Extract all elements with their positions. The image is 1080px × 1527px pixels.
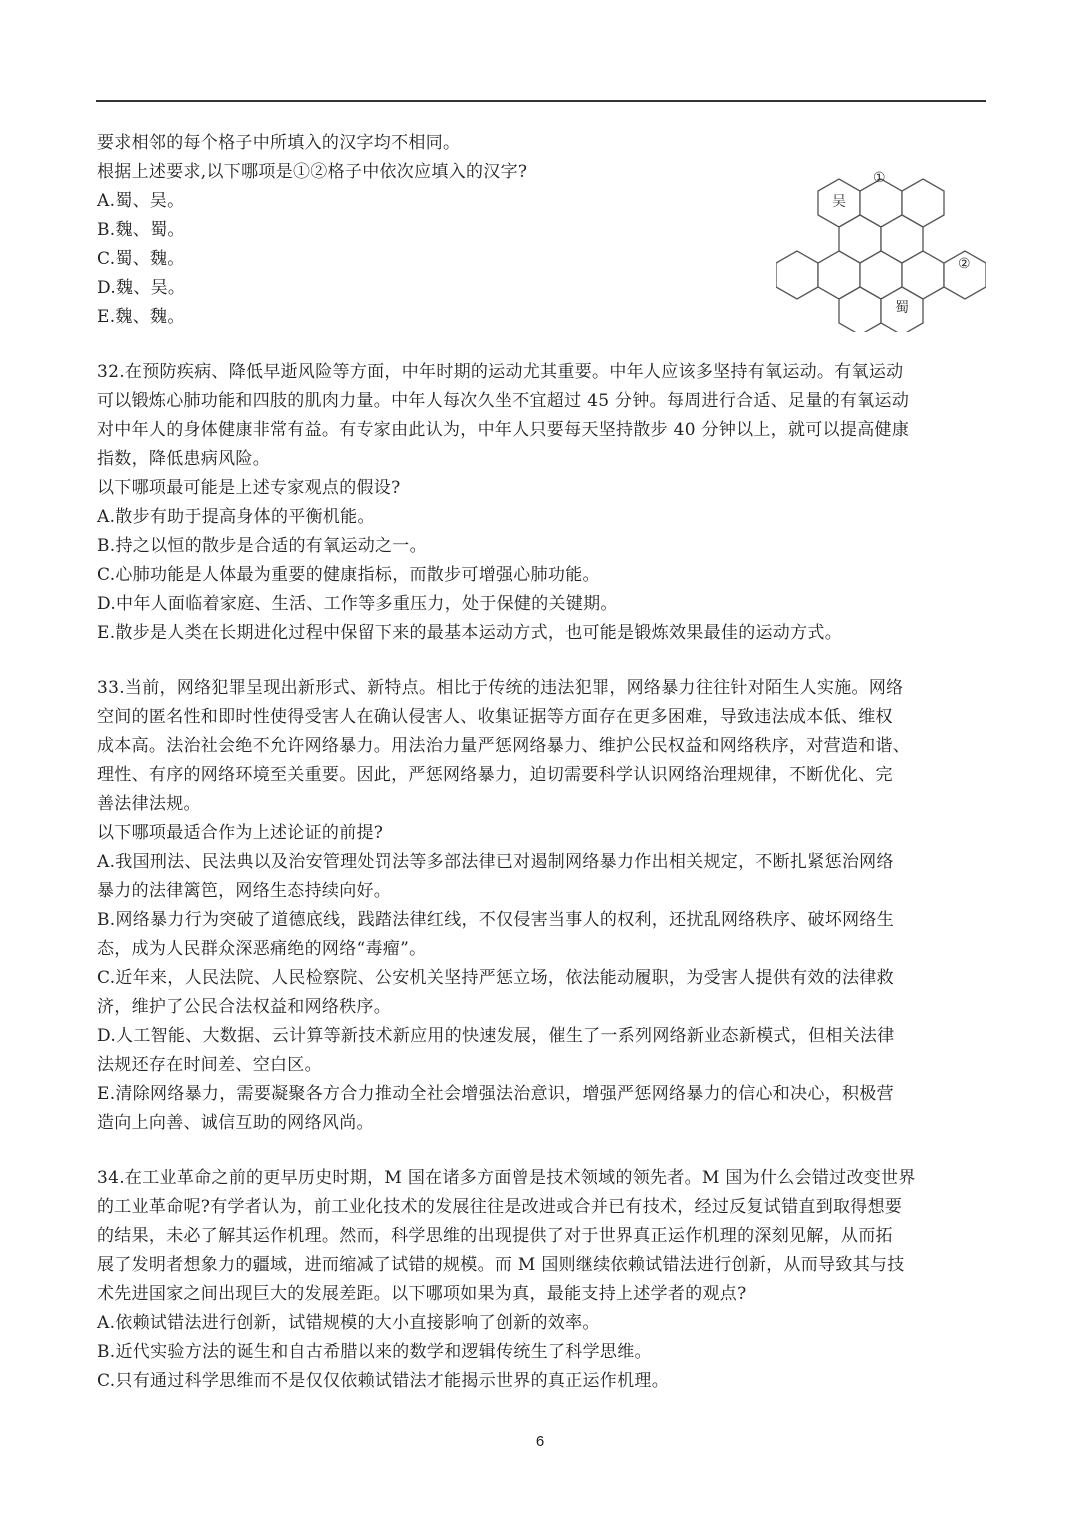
- hex-label-wu: 吴: [832, 194, 846, 210]
- page-number: 6: [535, 1433, 545, 1450]
- q32-prompt: 以下哪项最可能是上述专家观点的假设?: [97, 478, 401, 498]
- q31-option-e: E.魏、魏。: [97, 307, 185, 327]
- hex-label-circle-1: ①: [873, 170, 886, 186]
- q34-stem-line: 的结果，未必了解其运作机理。然而，科学思维的出现提供了对于世界真正运作机理的深刻见解，从而拓: [97, 1226, 893, 1246]
- q33-option-e: E.清除网络暴力，需要凝聚各方合力推动全社会增强法治意识，增强严惩网络暴力的信心和决心，积极营: [97, 1084, 894, 1104]
- q31-option-c: C.蜀、魏。: [97, 249, 185, 269]
- q32-option-e: E.散步是人类在长期进化过程中保留下来的最基本运动方式，也可能是锻炼效果最佳的运动方式。: [97, 623, 843, 643]
- q33-option-d-cont: 法规还存在时间差、空白区。: [97, 1055, 322, 1075]
- q31-prompt: 根据上述要求,以下哪项是①②格子中依次应填入的汉字?: [97, 162, 528, 182]
- q33-stem-line: 空间的匿名性和即时性使得受害人在确认侵害人、收集证据等方面存在更多困难，导致违法成本低、维权: [97, 707, 893, 727]
- q32-option-c: C.心肺功能是人体最为重要的健康指标，而散步可增强心肺功能。: [97, 565, 600, 585]
- q32-stem-line: 32.在预防疾病、降低早逝风险等方面，中年时期的运动尤其重要。中年人应该多坚持有氧运动。有氧运动: [97, 362, 904, 382]
- q33-option-b-cont: 态，成为人民群众深恶痛绝的网络“毒瘤”。: [97, 939, 427, 959]
- hexagon-grid-figure: [776, 150, 986, 332]
- q33-stem-line: 理性、有序的网络环境至关重要。因此，严惩网络暴力，迫切需要科学认识网络治理规律，不断优化、完: [97, 765, 893, 785]
- q31-option-a: A.蜀、吴。: [97, 191, 185, 211]
- q32-stem-line: 指数，降低患病风险。: [97, 449, 270, 469]
- q34-stem-line: 的工业革命呢?有学者认为，前工业化技术的发展往往是改进或合并已有技术，经过反复试错直到取得想要: [97, 1197, 903, 1217]
- q32-option-a: A.散步有助于提高身体的平衡机能。: [97, 507, 375, 527]
- q33-option-a: A.我国刑法、民法典以及治安管理处罚法等多部法律已对遏制网络暴力作出相关规定，不断扎紧惩治网络: [97, 852, 894, 872]
- q33-stem-line: 33.当前，网络犯罪呈现出新形式、新特点。相比于传统的违法犯罪，网络暴力往往针对陌生人实施。网络: [97, 678, 904, 698]
- q34-stem-line: 34.在工业革命之前的更早历史时期，M 国在诸多方面曾是技术领域的领先者。M 国为什么会错过改变世界: [97, 1168, 916, 1188]
- q33-option-c: C.近年来，人民法院、人民检察院、公安机关坚持严惩立场，依法能动履职，为受害人提供有效的法律救: [97, 968, 894, 988]
- q32-stem-line: 可以锻炼心肺功能和四肢的肌肉力量。中年人每次久坐不宜超过 45 分钟。每周进行合适、足量的有氧运动: [97, 391, 910, 411]
- q32-option-d: D.中年人面临着家庭、生活、工作等多重压力，处于保健的关键期。: [97, 594, 618, 614]
- hex-label-shu: 蜀: [895, 300, 909, 316]
- q33-prompt: 以下哪项最适合作为上述论证的前提?: [97, 823, 384, 843]
- hex-label-circle-2: ②: [958, 256, 971, 272]
- header-rule: [96, 100, 986, 102]
- q33-option-e-cont: 造向上向善、诚信互助的网络风尚。: [97, 1113, 374, 1133]
- q34-option-a: A.依赖试错法进行创新，试错规模的大小直接影响了创新的效率。: [97, 1313, 600, 1333]
- q34-stem-line: 展了发明者想象力的疆域，进而缩减了试错的规模。而 M 国则继续依赖试错法进行创新，从而导致其与技: [97, 1255, 905, 1275]
- q33-option-b: B.网络暴力行为突破了道德底线，践踏法律红线，不仅侵害当事人的权利，还扰乱网络秩序、破坏网络生: [97, 910, 894, 930]
- q32-option-b: B.持之以恒的散步是合适的有氧运动之一。: [97, 536, 427, 556]
- q33-stem-line: 善法律法规。: [97, 794, 201, 814]
- q31-option-d: D.魏、吴。: [97, 278, 186, 298]
- q33-option-d: D.人工智能、大数据、云计算等新技术新应用的快速发展，催生了一系列网络新业态新模式，但相关法律: [97, 1026, 895, 1046]
- q31-text-line: 要求相邻的每个格子中所填入的汉字均不相同。: [97, 133, 461, 153]
- q32-stem-line: 对中年人的身体健康非常有益。有专家由此认为，中年人只要每天坚持散步 40 分钟以上，就可以提高健康: [97, 420, 910, 440]
- q33-stem-line: 成本高。法治社会绝不允许网络暴力。用法治力量严惩网络暴力、维护公民权益和网络秩序，对营造和谐、: [97, 736, 911, 756]
- q33-option-a-cont: 暴力的法律篱笆，网络生态持续向好。: [97, 881, 392, 901]
- q34-option-b: B.近代实验方法的诞生和自古希腊以来的数学和逻辑传统生了科学思维。: [97, 1342, 652, 1362]
- q34-stem-line: 术先进国家之间出现巨大的发展差距。以下哪项如果为真，最能支持上述学者的观点?: [97, 1284, 747, 1304]
- hex-cell: [776, 251, 818, 299]
- q33-option-c-cont: 济，维护了公民合法权益和网络秩序。: [97, 997, 392, 1017]
- q34-option-c: C.只有通过科学思维而不是仅仅依赖试错法才能揭示世界的真正运作机理。: [97, 1371, 670, 1391]
- q31-option-b: B.魏、蜀。: [97, 220, 185, 240]
